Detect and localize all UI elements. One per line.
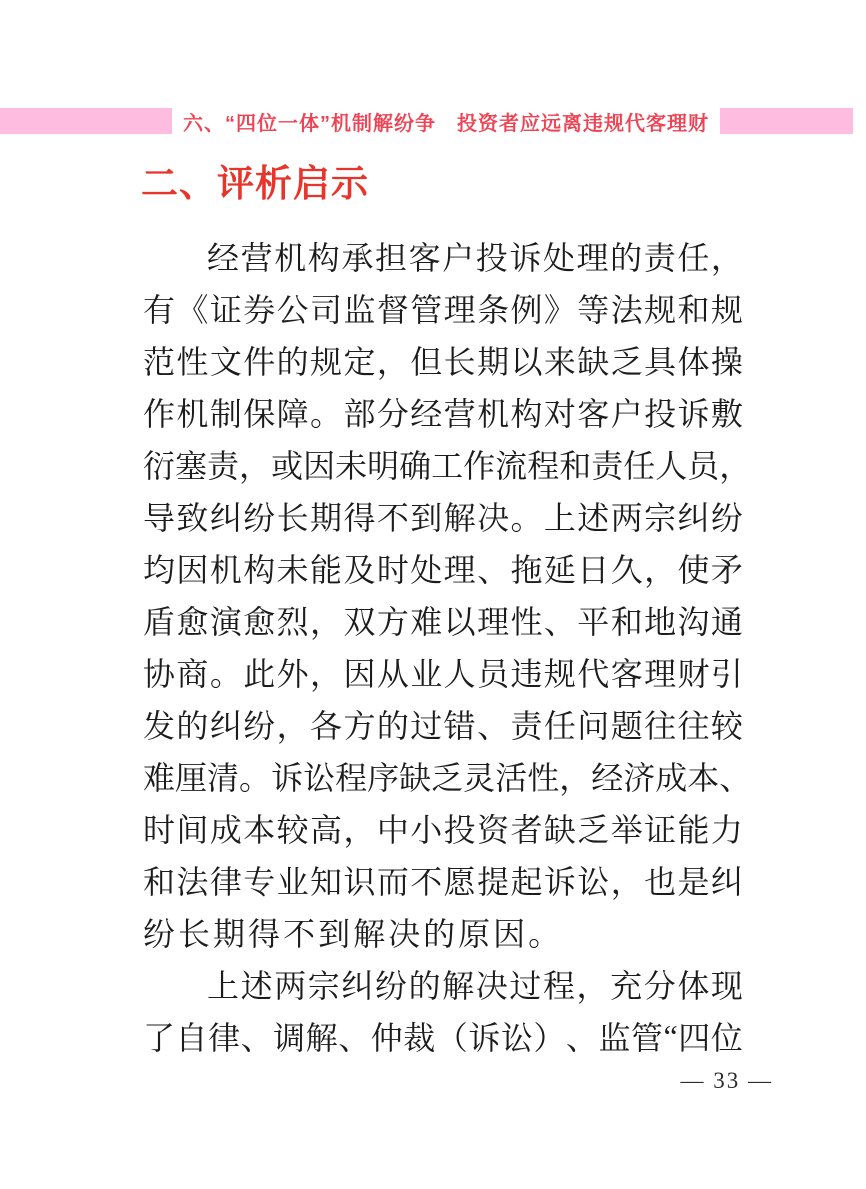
text-line: 均 因 机 构 未 能 及 时 处 理 、 拖 延 日 久 ， 使 矛 [143, 552, 743, 588]
header-bar-left-segment [0, 108, 172, 134]
text-line: 作 机 制 保 障 。 部 分 经 营 机 构 对 客 户 投 诉 敷 [143, 396, 743, 432]
text-line: 盾 愈 演 愈 烈 ， 双 方 难 以 理 性 、 平 和 地 沟 通 [143, 604, 743, 640]
text-line: 和 法 律 专 业 知 识 而 不 愿 提 起 诉 讼 ， 也 是 纠 [143, 864, 743, 900]
header-bar-right-segment [720, 108, 853, 134]
text-line: 上 述 两 宗 纠 纷 的 解 决 过 程 ， 充 分 体 现 [207, 968, 743, 1004]
text-line: 发 的 纠 纷 ， 各 方 的 过 错 、 责 任 问 题 往 往 较 [143, 708, 743, 744]
running-header-title: 六、“四位一体”机制解纷争 投资者应远离违规代客理财 [183, 112, 709, 135]
text-line: 时 间 成 本 较 高 ， 中 小 投 资 者 缺 乏 举 证 能 力 [143, 812, 743, 848]
header-bar [0, 108, 853, 134]
text-line: 了 自 律 、 调 解 、 仲 裁 （ 诉 讼 ） 、 监 管 “ 四 位 [143, 1017, 743, 1056]
text-line: 衍 塞 责 ， 或 因 未 明 确 工 作 流 程 和 责 任 人 员 ， [143, 448, 752, 484]
text-line: 难 厘 清 。 诉 讼 程 序 缺 乏 灵 活 性 ， 经 济 成 本 、 [143, 760, 752, 796]
text-line: 有 《 证 券 公 司 监 督 管 理 条 例 》 等 法 规 和 规 [143, 292, 743, 328]
section-heading: 二、评析启示 [141, 163, 369, 204]
page-number: — 33 — [680, 1068, 773, 1093]
text-line: 范 性 文 件 的 规 定 ， 但 长 期 以 来 缺 乏 具 体 操 [143, 344, 743, 380]
text-line: 纷 长 期 得 不 到 解 决 的 原 因 。 [143, 916, 564, 952]
text-line: 导 致 纠 纷 长 期 得 不 到 解 决 。 上 述 两 宗 纠 纷 [143, 500, 743, 536]
text-line: 经 营 机 构 承 担 客 户 投 诉 处 理 的 责 任 ， [207, 240, 743, 276]
body-text [143, 230, 752, 1062]
text-line: 协 商 。 此 外 ， 因 从 业 人 员 违 规 代 客 理 财 引 [143, 656, 743, 692]
